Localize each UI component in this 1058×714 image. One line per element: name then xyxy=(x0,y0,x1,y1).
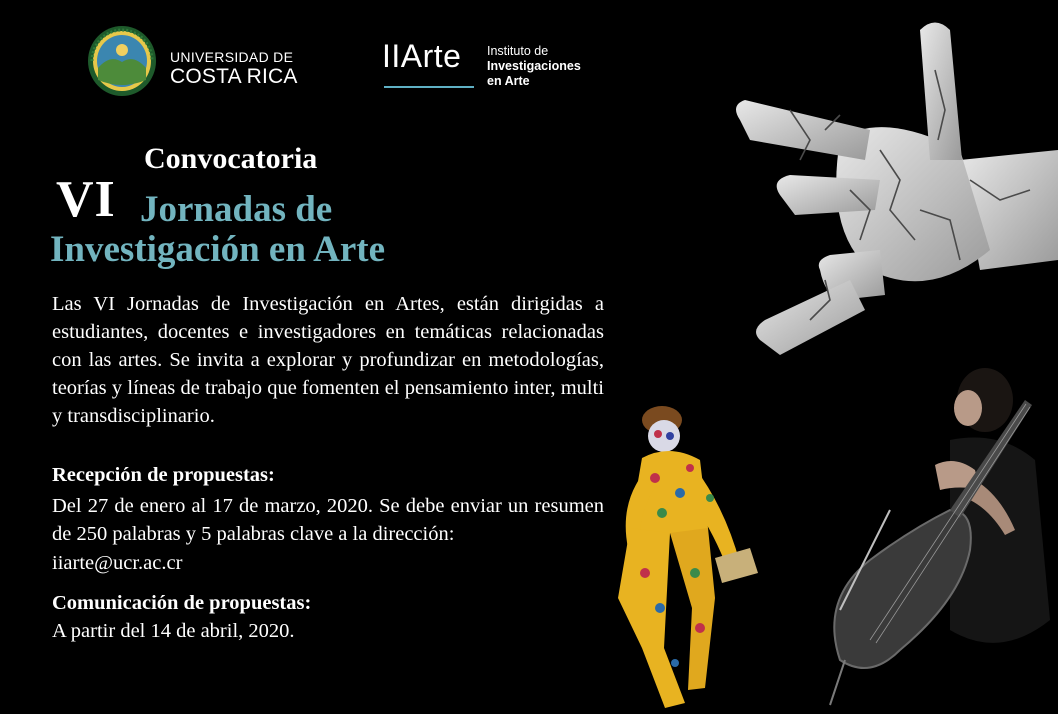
iiarte-underline xyxy=(384,86,474,88)
contact-email: iiarte@ucr.ac.cr xyxy=(52,552,183,574)
iiarte-desc-line2: Investigaciones xyxy=(487,59,581,73)
title-roman-numeral: VI xyxy=(56,171,116,228)
communication-heading: Comunicación de propuestas: xyxy=(52,592,312,614)
iiarte-desc-line1: Instituto de xyxy=(487,44,549,58)
title-jornadas: Jornadas de xyxy=(140,189,333,230)
ucr-name-line2: COSTA RICA xyxy=(170,65,298,88)
communication-text: A partir del 14 de abril, 2020. xyxy=(52,620,295,642)
reception-heading: Recepción de propuestas: xyxy=(52,464,275,486)
intro-paragraph: Las VI Jornadas de Investigación en Artes, están dirigidas a estudiantes, docentes e investigadores en temáticas relacionadas con las artes. Se invita a explorar y profundizar en metodologías, teorías y líneas de trabajo que fomenten el pensamiento inter, multi y transdisciplinario. xyxy=(52,293,604,427)
title-investigacion: Investigación en Arte xyxy=(50,229,386,270)
iiarte-wordmark: IIArte xyxy=(382,38,462,74)
ucr-name xyxy=(170,50,298,87)
dancer-figure-illustration xyxy=(600,398,770,714)
reception-text: Del 27 de enero al 17 de marzo, 2020. Se debe enviar un resumen de 250 palabras y 5 palabras clave a la dirección: xyxy=(52,495,604,545)
ucr-seal-logo xyxy=(86,24,158,98)
ucr-name-line1: UNIVERSIDAD DE xyxy=(170,49,294,65)
cracked-hand-illustration xyxy=(730,10,1058,360)
cellist-illustration xyxy=(800,360,1058,714)
title-convocatoria: Convocatoria xyxy=(144,142,318,175)
iiarte-description xyxy=(487,44,581,89)
iiarte-desc-line3: en Arte xyxy=(487,74,530,88)
